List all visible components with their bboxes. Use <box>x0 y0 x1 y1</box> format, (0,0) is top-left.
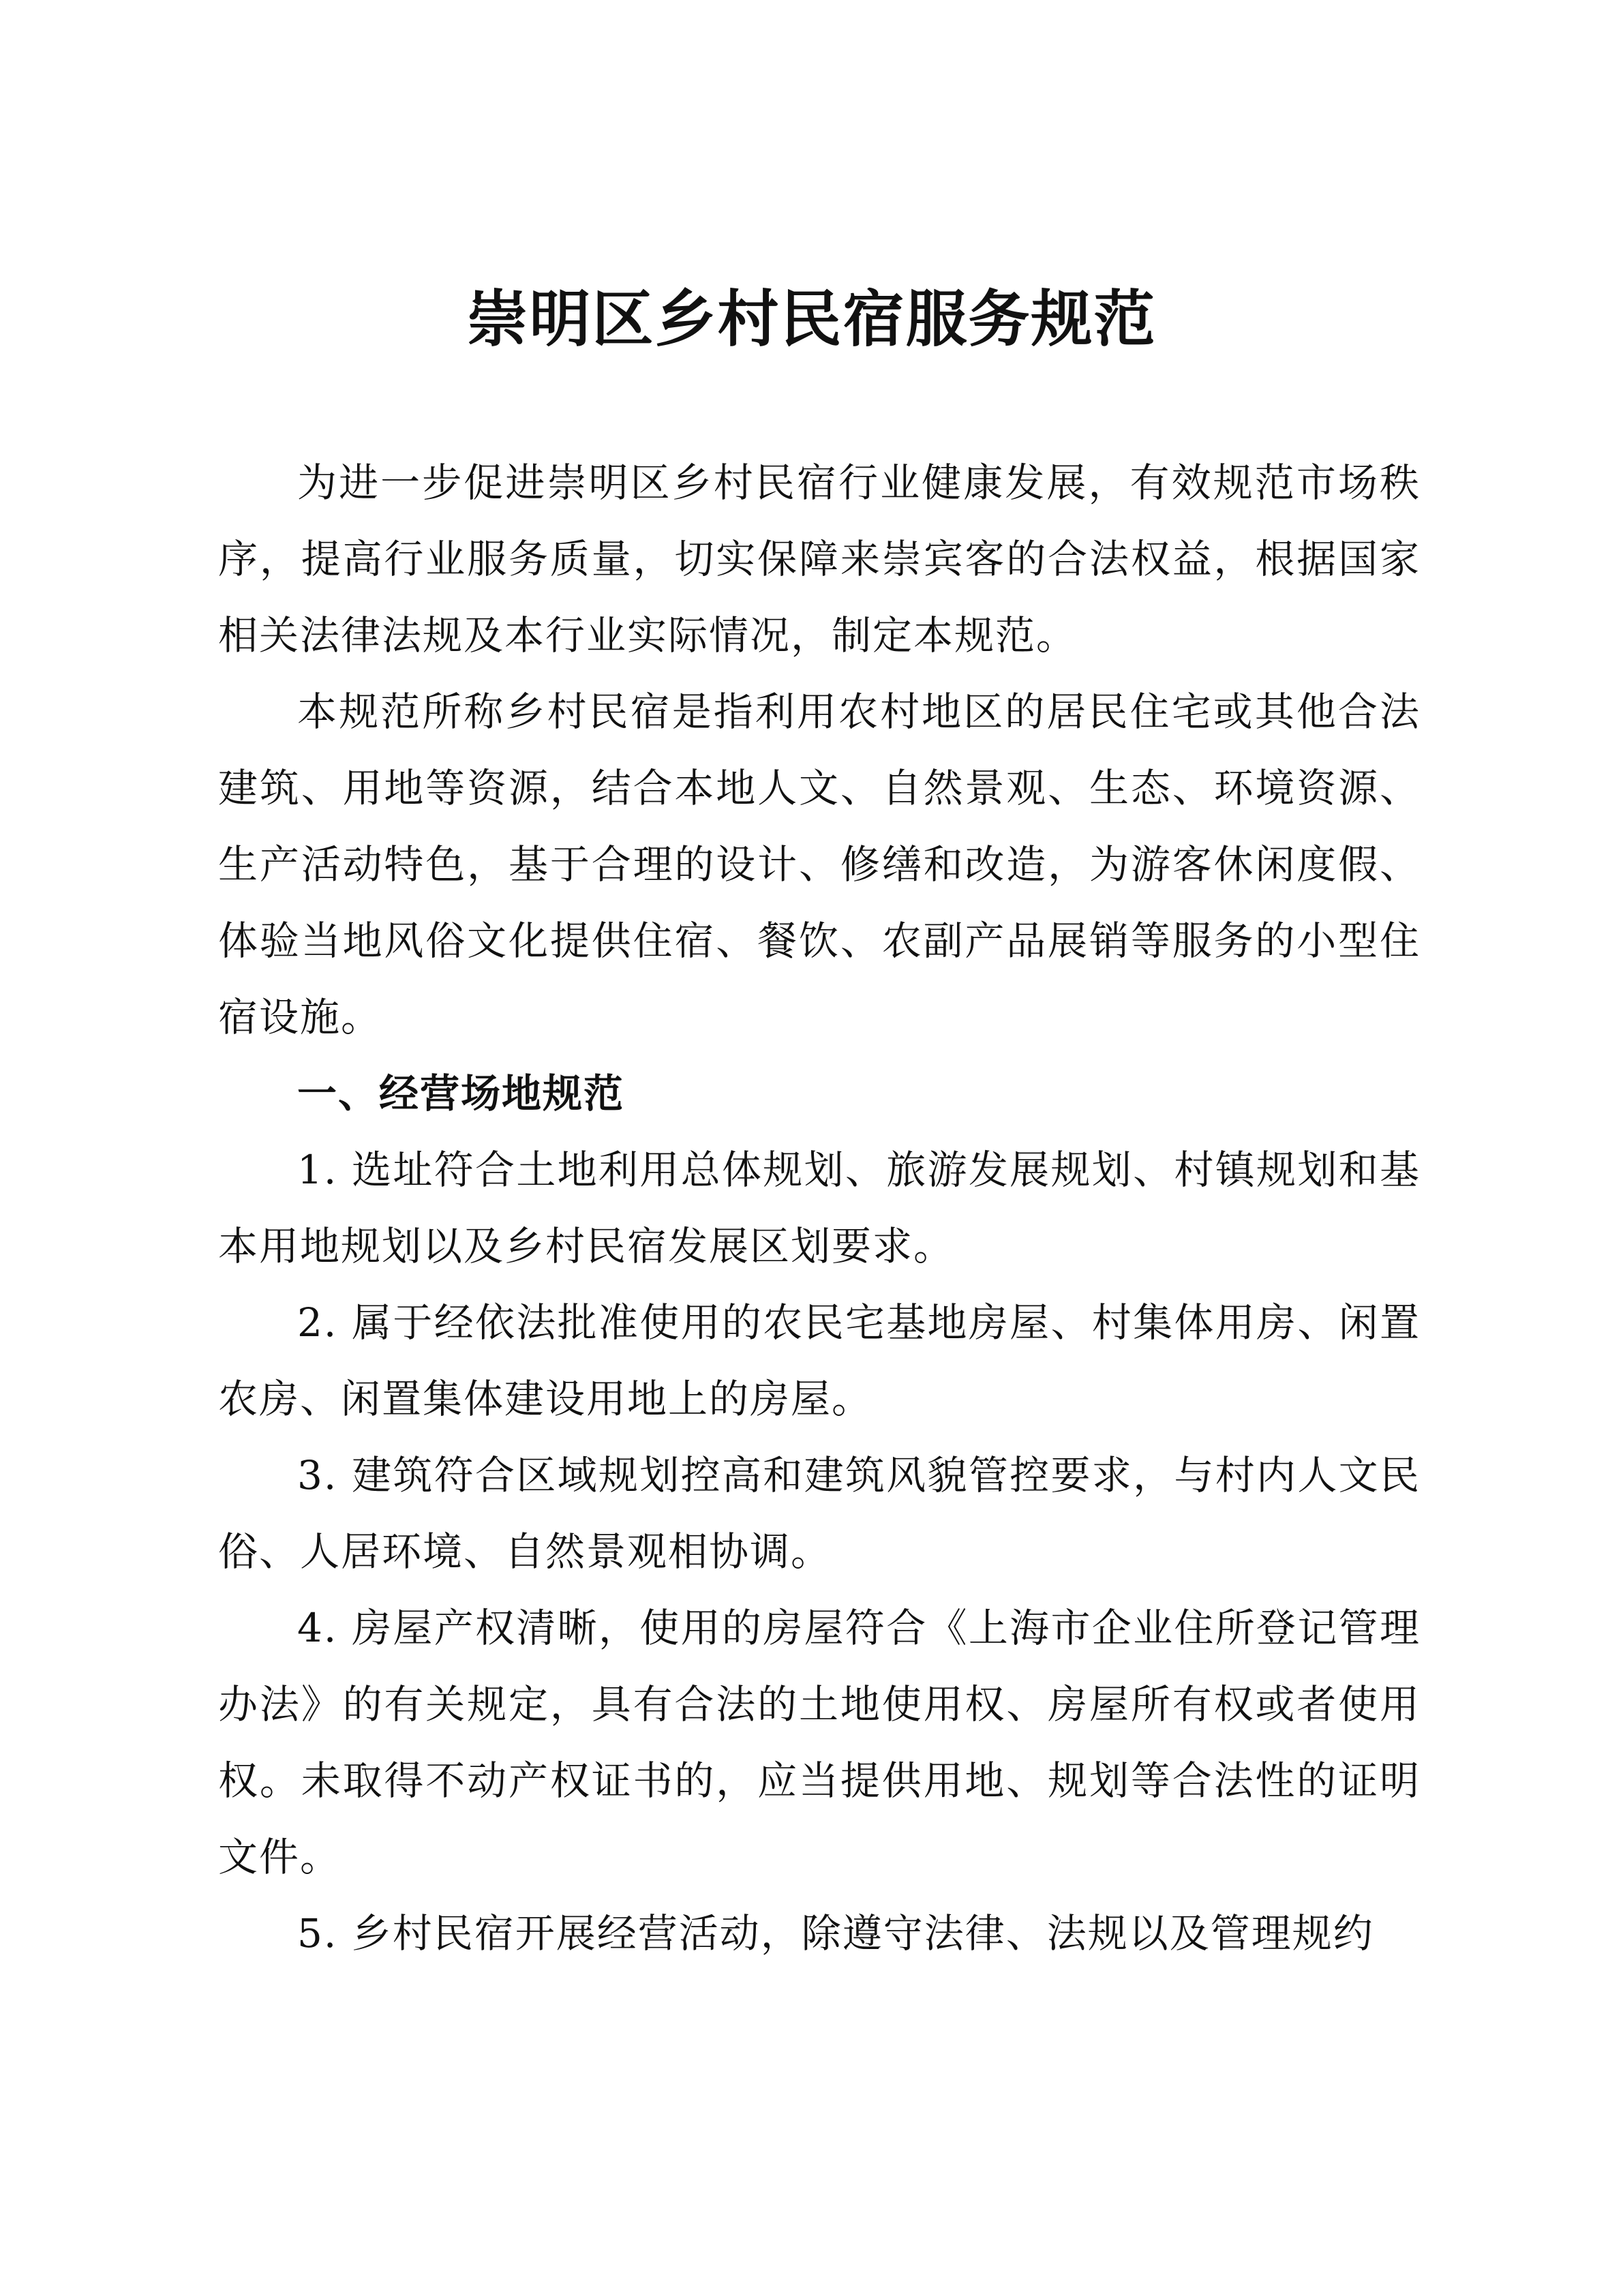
list-item: 4. 房屋产权清晰，使用的房屋符合《上海市企业住所登记管理办法》的有关规定，具有合法的土地使用权、房屋所有权或者使用权。未取得不动产权证书的，应当提供用地、规划等合法性的证明文件。 <box>218 1605 1421 1880</box>
list-item: 2. 属于经依法批准使用的农民宅基地房屋、村集体用房、闲置农房、闲置集体建设用地上的房屋。 <box>218 1299 1421 1422</box>
document-title: 崇明区乡村民宿服务规范 <box>466 283 1157 355</box>
definition-paragraph: 本规范所称乡村民宿是指利用农村地区的居民住宅或其他合法建筑、用地等资源，结合本地人文、自然景观、生态、环境资源、生产活动特色，基于合理的设计、修缮和改造，为游客休闲度假、体验当地风俗文化提供住宿、餐饮、农副产品展销等服务的小型住宿设施。 <box>218 689 1421 1040</box>
section-heading: 一、经营场地规范 <box>297 1070 625 1117</box>
list-item: 5. 乡村民宿开展经营活动，除遵守法律、法规以及管理规约 <box>297 1910 1374 1957</box>
list-item: 1. 选址符合土地利用总体规划、旅游发展规划、村镇规划和基本用地规划以及乡村民宿发展区划要求。 <box>218 1147 1421 1269</box>
list-item: 3. 建筑符合区域规划控高和建筑风貌管控要求，与村内人文民俗、人居环境、自然景观相协调。 <box>218 1452 1421 1575</box>
intro-paragraph: 为进一步促进崇明区乡村民宿行业健康发展，有效规范市场秩序，提高行业服务质量，切实保障来崇宾客的合法权益，根据国家相关法律法规及本行业实际情况，制定本规范。 <box>218 459 1421 659</box>
document-body <box>218 444 1421 1972</box>
